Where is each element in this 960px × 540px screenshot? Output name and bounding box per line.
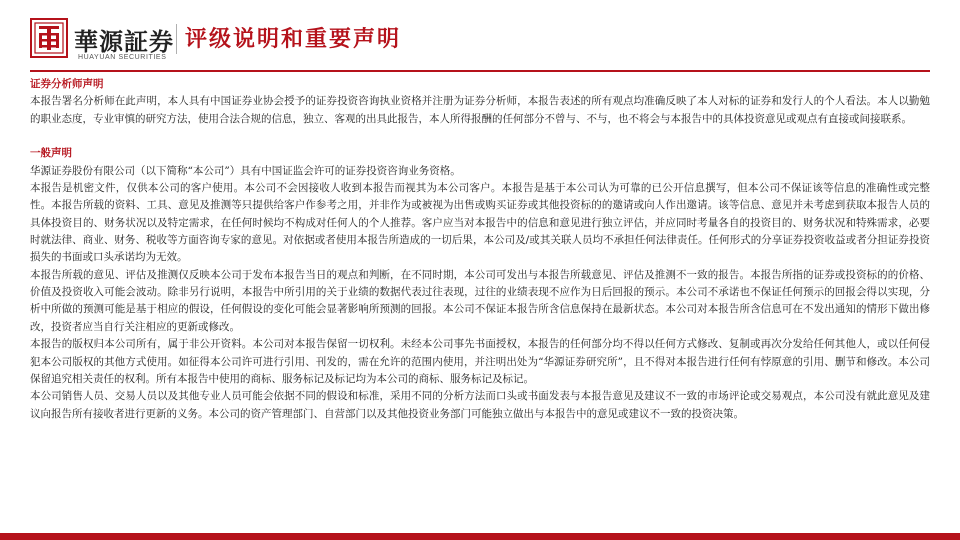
paragraph: 本公司销售人员、交易人员以及其他专业人员可能会依据不同的假设和标准，采用不同的分析方法而口头或书面发表与本报告意见及建议不一致的市场评论或交易观点，本公司没有就此意见及建议向报告所有接收者进行更新的义务。本公司的资产管理部门、自营部门以及其他投资业务部门可能独立做出与本报告中的意见或建议不一致的投资决策。 — [30, 390, 930, 420]
header-rule — [30, 70, 930, 72]
brand-subtitle: HUAYUAN SECURITIES — [78, 54, 167, 61]
footer-bar — [0, 533, 960, 540]
paragraph: 本报告署名分析师在此声明，本人具有中国证券业协会授予的证券投资咨询执业资格并注册为证券分析师，本报告表述的所有观点均准确反映了本人对标的证券和发行人的个人看法。本人以勤勉的职业态度，专业审慎的研究方法，使用合法合规的信息，独立、客观的出具此报告，本人所得报酬的任何部分不曾与、不与，也不将会与本报告中的具体投资意见或观点有直接或间接联系。 — [30, 95, 930, 125]
section-spacer — [30, 128, 930, 145]
brand-name: 華源証券 — [74, 27, 174, 56]
page-header — [0, 0, 960, 68]
document-body — [30, 76, 930, 423]
header-divider — [176, 24, 177, 54]
huayuan-seal-logo-icon — [30, 18, 68, 58]
section-title-analyst-statement: 证券分析师声明 — [30, 78, 104, 90]
paragraph: 华源证券股份有限公司（以下简称“本公司”）具有中国证监会许可的证券投资咨询业务资格。 — [30, 164, 461, 177]
page-title: 评级说明和重要声明 — [185, 27, 402, 52]
paragraph: 本报告的版权归本公司所有，属于非公开资料。本公司对本报告保留一切权利。未经本公司事先书面授权，本报告的任何部分均不得以任何方式修改、复制或再次分发给任何其他人，或以任何侵犯本公司版权的其他方式使用。如征得本公司许可进行引用、刊发的，需在允许的范围内使用，并注明出处为“华源证券研究所”，且不得对本报告进行任何有悖原意的引用、删节和修改。本公司保留追究相关责任的权利。所有本报告中使用的商标、服务标记及标记均为本公司的商标、服务标记及标记。 — [30, 338, 930, 385]
paragraph: 本报告所载的意见、评估及推测仅反映本公司于发布本报告当日的观点和判断，在不同时期，本公司可发出与本报告所载意见、评估及推测不一致的报告。本报告所指的证券或投资标的的价格、价值及投资收入可能会波动。除非另行说明，本报告中所引用的关于业绩的数据代表过往表现，过往的业绩表现不应作为日后回报的预示。本公司不承诺也不保证任何预示的回报会得以实现，分析中所做的预测可能是基于相应的假设，任何假设的变化可能会显著影响所预测的回报。本公司不保证本报告所含信息保持在最新状态。本公司对本报告所含信息可在不发出通知的情形下做出修改，投资者应当自行关注相应的更新或修改。 — [30, 268, 930, 333]
paragraph: 本报告是机密文件，仅供本公司的客户使用。本公司不会因接收人收到本报告而视其为本公司客户。本报告是基于本公司认为可靠的已公开信息撰写，但本公司不保证该等信息的准确性或完整性。本报告所载的资料、工具、意见及推测等只提供给客户作参考之用，并非作为或被视为出售或购买证券或其他投资标的的邀请或向人作出邀请。该等信息、意见并未考虑到获取本报告人员的具体投资目的、财务状况以及特定需求，在任何时候均不构成对任何人的个人推荐。客户应当对本报告中的信息和意见进行独立评估，并应同时考量各自的投资目的、财务状况和特殊需求，必要时就法律、商业、财务、税收等方面咨询专家的意见。对依据或者使用本报告所造成的一切后果，本公司及/或其关联人员均不承担任何法律责任。任何形式的分享证券投资收益或者分担证券投资损失的书面或口头承诺均为无效。 — [30, 182, 930, 264]
section-title-general-statement: 一般声明 — [30, 147, 72, 160]
